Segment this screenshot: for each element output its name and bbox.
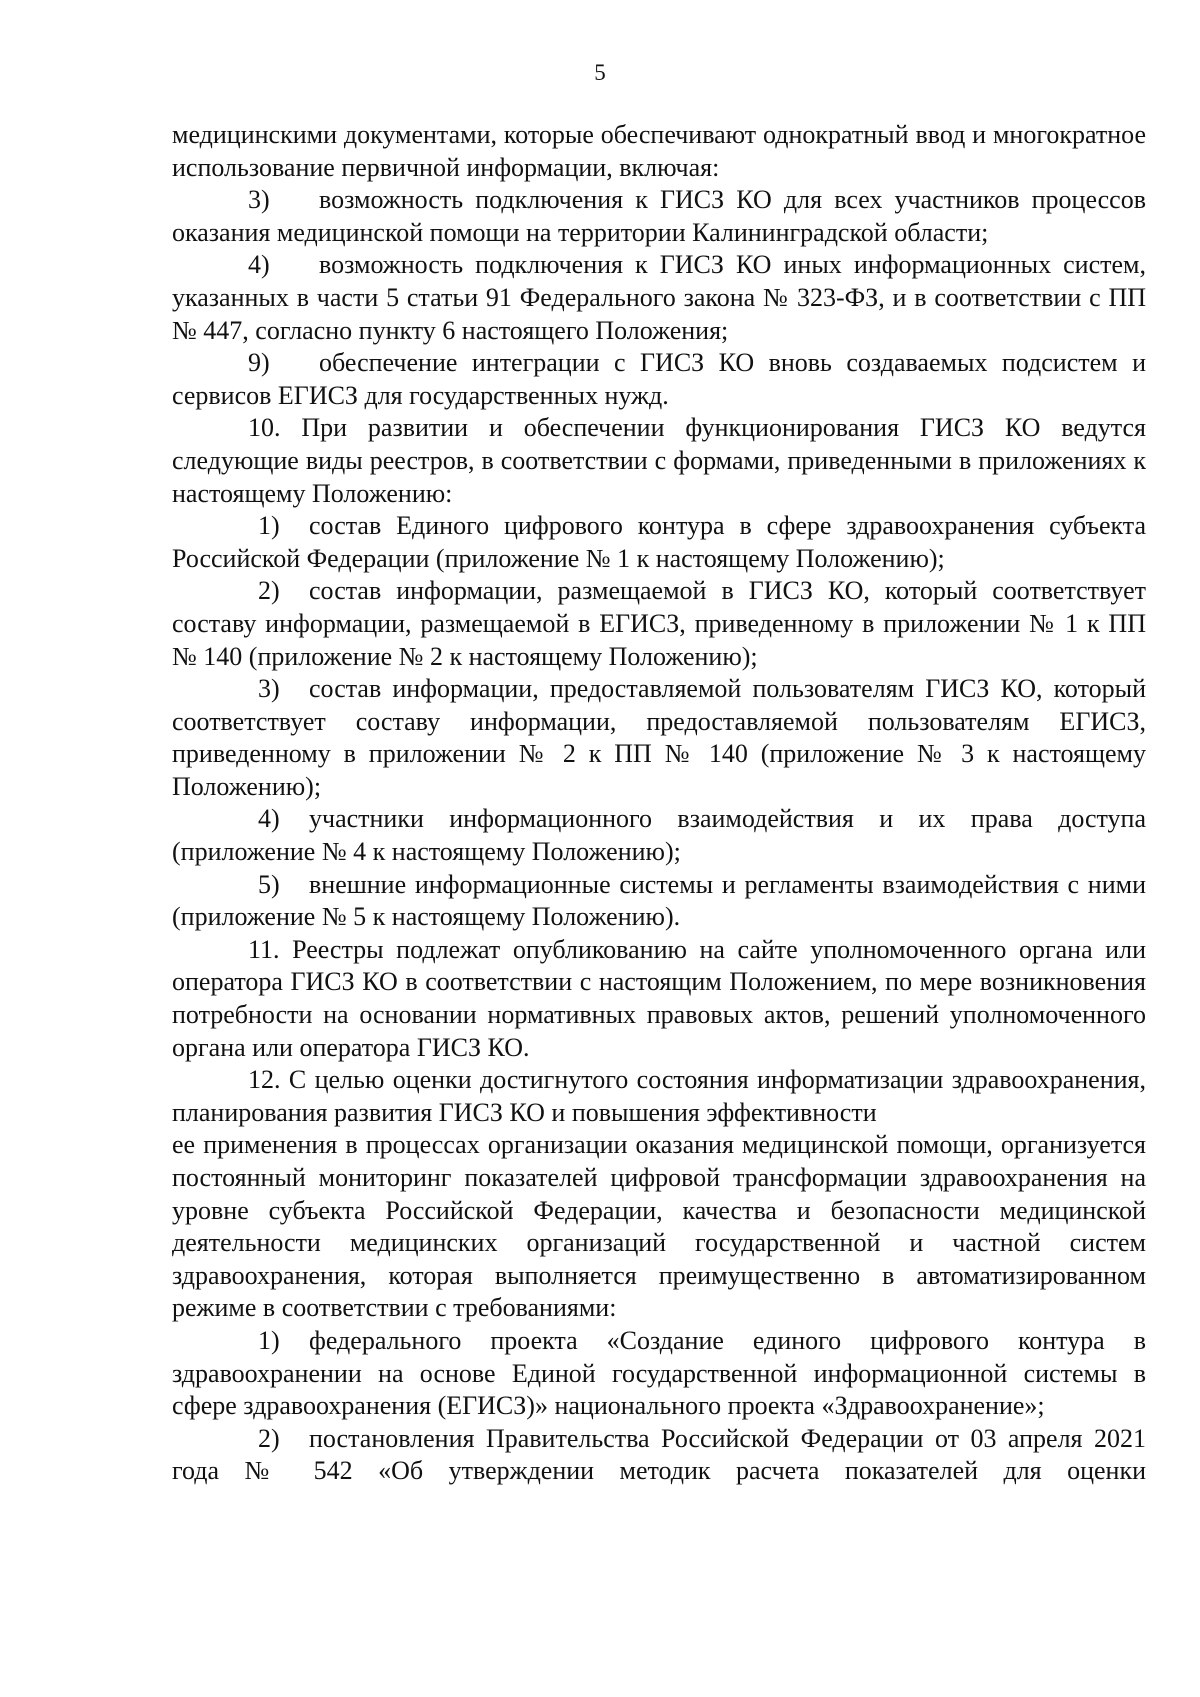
list-item-number: 1) <box>258 511 280 541</box>
list-item-number: 2) <box>258 576 280 606</box>
list-item-text: состав информации, размещаемой в ГИСЗ КО, который соответствует составу информации, размещаемой в ЕГИСЗ, приведенному в приложении № 1 к ПП № 140 (приложение № 2 к настоящему Положению); <box>172 576 1146 671</box>
list-item <box>172 347 1146 412</box>
list-item-text: возможность подключения к ГИСЗ КО для всех участников процессов оказания медицинской помощи на территории Калининградской области; <box>172 185 1146 247</box>
list-item <box>172 803 1146 868</box>
list-item-number: 3) <box>248 185 270 215</box>
paragraph-section-11: 11. Реестры подлежат опубликованию на сайте уполномоченного органа или оператора ГИСЗ КО в соответствии с настоящим Положением, по мере возникновения потребности на основании нормативных правовых актов, решений уполномоченного органа или оператора ГИСЗ КО. <box>172 934 1146 1062</box>
list-item-text: постановления Правительства Российской Федерации от 03 апреля 2021 года № 542 «Об утверждении методик расчета показателей для оценки <box>172 1423 1146 1486</box>
list-item-text: федерального проекта «Создание единого цифрового контура в здравоохранении на основе Единой государственной информационной системы в сфере здравоохранения (ЕГИСЗ)» национального проекта «Здравоохранение»; <box>172 1325 1146 1421</box>
list-item <box>172 184 1146 249</box>
list-item-number: 3) <box>258 674 280 704</box>
paragraph-section-10: 10. При развитии и обеспечении функционирования ГИСЗ КО ведутся следующие виды реестров, в соответствии с формами, приведенными в приложениях к настоящему Положению: <box>172 413 1146 508</box>
list-item-text: внешние информационные системы и регламенты взаимодействия с ними (приложение № 5 к настоящему Положению). <box>172 869 1146 932</box>
list-item-text: состав Единого цифрового контура в сфере здравоохранения субъекта Российской Федерации (приложение № 1 к настоящему Положению); <box>172 511 1146 573</box>
list-item <box>172 673 1146 803</box>
list-item <box>172 1423 1146 1488</box>
list-item <box>172 1325 1146 1423</box>
document-body <box>172 119 1146 1488</box>
paragraph-section-12: 12. С целью оценки достигнутого состояния информатизации здравоохранения, планирования развития ГИСЗ КО и повышения эффективности <box>172 1065 1146 1127</box>
list-item-number: 4) <box>248 250 270 280</box>
list-item <box>172 249 1146 347</box>
page-number: 5 <box>594 60 606 85</box>
list-item-number: 4) <box>258 804 280 834</box>
paragraph-intro: медицинскими документами, которые обеспечивают однократный ввод и многократное использование первичной информации, включая: <box>172 120 1146 182</box>
list-item <box>172 575 1146 673</box>
list-item-text: участники информационного взаимодействия и их права доступа (приложение № 4 к настоящему Положению); <box>172 804 1146 867</box>
list-item-number: 5) <box>258 869 280 899</box>
list-item-number: 1) <box>258 1325 280 1355</box>
paragraph-section-12-continued: ее применения в процессах организации оказания медицинской помощи, организуется постоянный мониторинг показателей цифровой трансформации здравоохранения на уровне субъекта Российской Федерации, качества и безопасности медицинской деятельности медицинских организаций государственной и частной систем здравоохранения, которая выполняется преимущественно в автоматизированном режиме в соответствии с требованиями: <box>172 1130 1146 1323</box>
list-item-number: 2) <box>258 1423 280 1453</box>
list-item-text: обеспечение интеграции с ГИСЗ КО вновь создаваемых подсистем и сервисов ЕГИСЗ для государственных нужд. <box>172 348 1146 410</box>
list-item <box>172 510 1146 575</box>
list-item <box>172 869 1146 934</box>
list-item-text: возможность подключения к ГИСЗ КО иных информационных систем, указанных в части 5 статьи 91 Федерального закона № 323-ФЗ, и в соответствии с ПП № 447, согласно пункту 6 настоящего Положения; <box>172 250 1146 345</box>
list-item-text: состав информации, предоставляемой пользователям ГИСЗ КО, который соответствует составу информации, предоставляемой пользователям ЕГИСЗ, приведенному в приложении № 2 к ПП № 140 (приложение № 3 к настоящему Положению); <box>172 674 1146 801</box>
list-item-number: 9) <box>248 348 270 378</box>
